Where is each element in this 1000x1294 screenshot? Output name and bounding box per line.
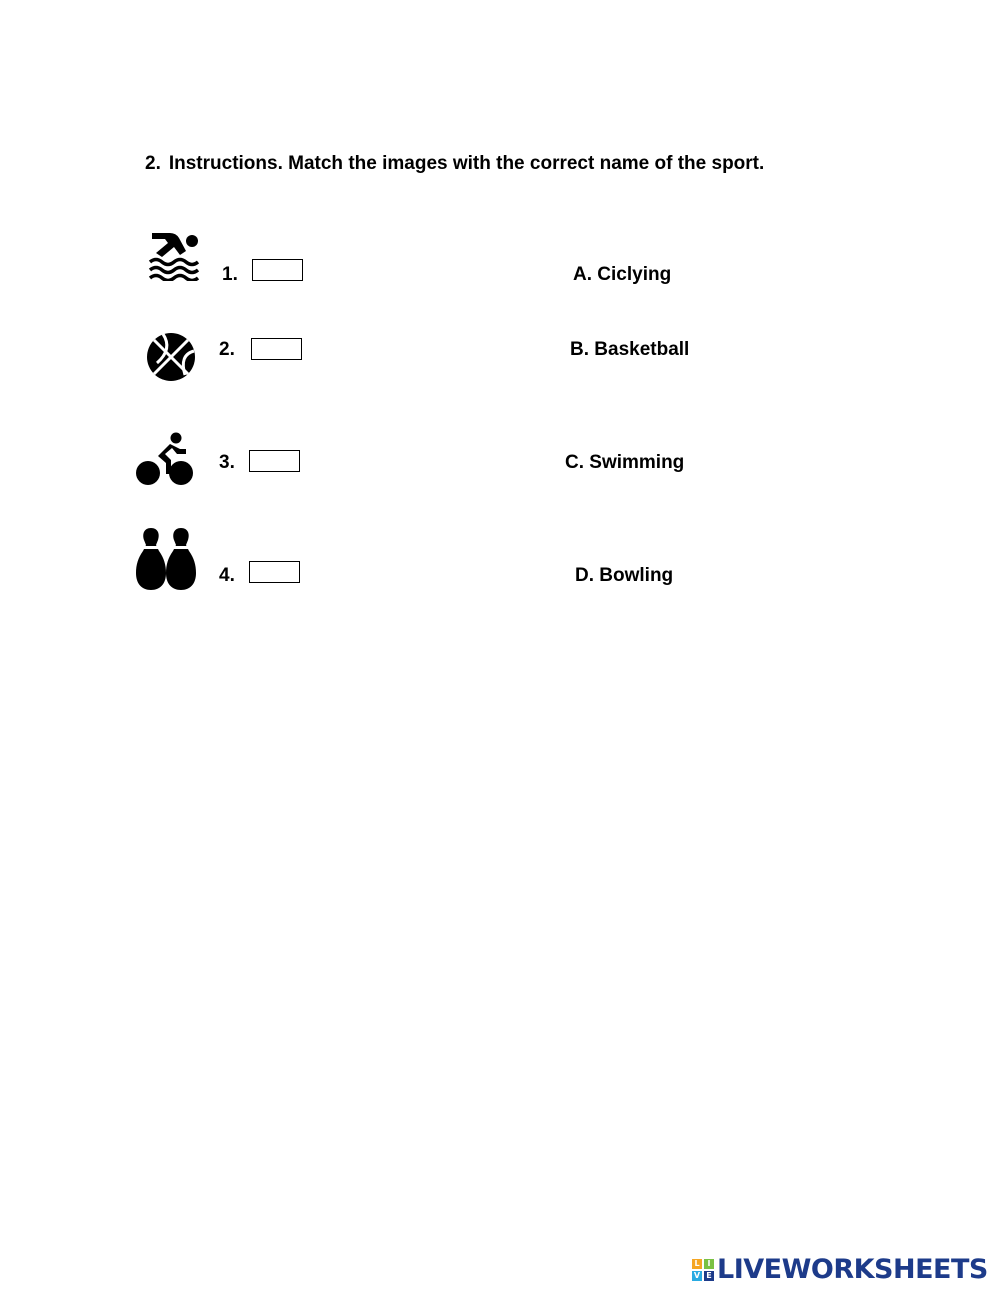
logo-mark-icon <box>692 1259 714 1281</box>
item-number-4: 4. <box>219 565 235 586</box>
instructions-text: Instructions. Match the images with the correct name of the sport. <box>168 153 765 174</box>
liveworksheets-logo <box>692 1254 988 1285</box>
logo-mark-letter: E <box>704 1271 714 1281</box>
logo-mark-letter: V <box>693 1270 701 1280</box>
bowling-icon <box>135 527 197 591</box>
item-number-2: 2. <box>219 339 235 360</box>
logo-mark-letter: I <box>704 1259 714 1269</box>
option-c: C. Swimming <box>565 452 685 473</box>
item-number-1: 1. <box>222 264 238 285</box>
answer-box-2[interactable] <box>251 338 302 360</box>
instructions <box>145 153 764 175</box>
basketball-icon <box>145 331 197 383</box>
answer-box-1[interactable] <box>252 259 303 281</box>
instructions-number: 2. <box>145 153 161 174</box>
answer-box-3[interactable] <box>249 450 300 472</box>
option-d: D. Bowling <box>575 565 674 586</box>
swimming-icon <box>148 229 204 281</box>
answer-box-4[interactable] <box>249 561 300 583</box>
logo-text: LIVEWORKSHEETS <box>717 1254 988 1285</box>
option-a: A. Ciclying <box>573 264 672 285</box>
item-number-3: 3. <box>219 452 235 473</box>
option-b: B. Basketball <box>570 339 690 360</box>
logo-mark-letter: L <box>692 1259 702 1269</box>
cycling-icon <box>136 432 194 486</box>
